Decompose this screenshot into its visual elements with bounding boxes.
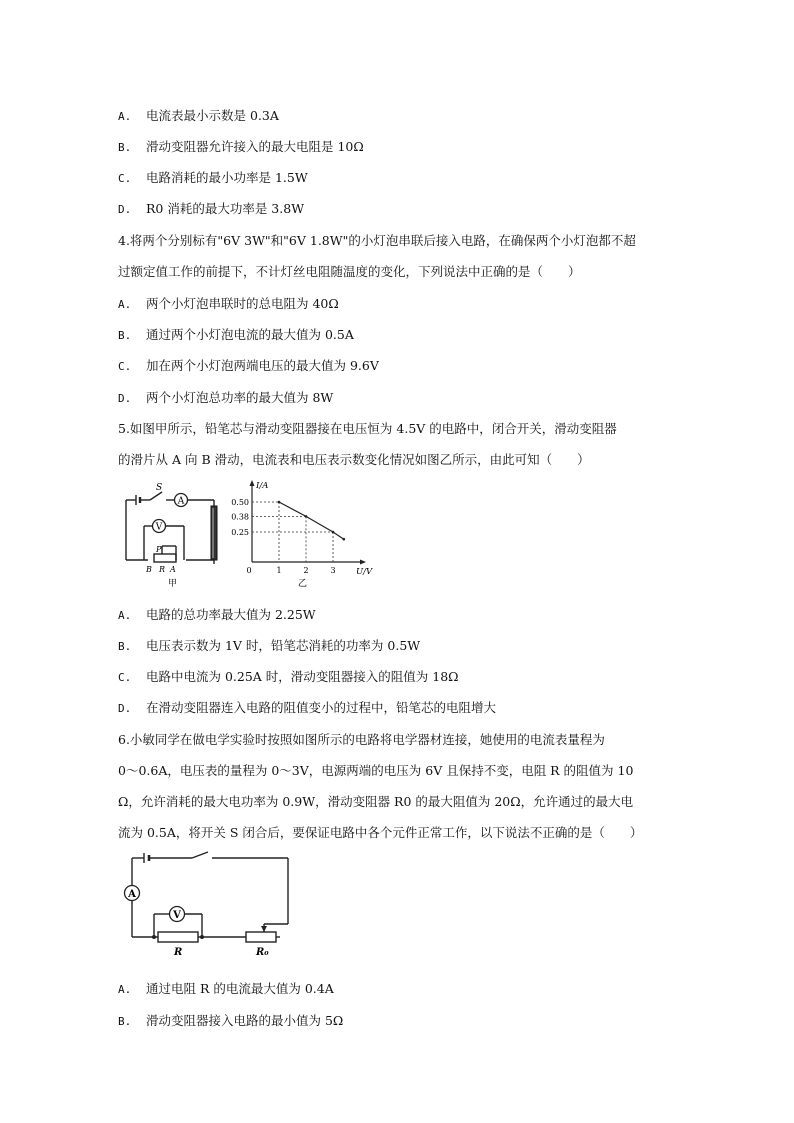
option-letter: B. (118, 640, 132, 653)
slider-label: P (156, 545, 162, 554)
option-letter: D. (118, 203, 132, 216)
figure-caption-jia: 甲 (168, 579, 178, 589)
option-text: 加在两个小灯泡两端电压的最大值为 9.6V (146, 358, 379, 373)
q6-option-b (118, 1011, 343, 1029)
q5-option-d (118, 698, 496, 716)
x-tick-label: 3 (330, 566, 336, 575)
rheostat-r0-label: R₀ (256, 947, 269, 958)
option-text: 滑动变阻器接入电路的最小值为 5Ω (146, 1013, 344, 1028)
q4-stem-line2: 过额定值工作的前提下，不计灯丝电阻随温度的变化，下列说法中正确的是（ ） (118, 264, 581, 279)
data-point (278, 501, 281, 504)
terminal-a-label: A (170, 565, 176, 574)
data-point (305, 515, 308, 518)
option-text: 两个小灯泡串联时的总电阻为 40Ω (146, 296, 339, 311)
y-axis-arrow-icon (250, 480, 255, 486)
option-text: 在滑动变阻器连入电路的阻值变小的过程中，铅笔芯的电阻增大 (146, 700, 497, 715)
option-letter: C. (118, 172, 132, 185)
ammeter-label: A (128, 889, 136, 900)
q4-option-c (118, 356, 379, 374)
option-letter: D. (118, 702, 132, 715)
option-letter: B. (118, 141, 132, 154)
q4-option-b (118, 325, 354, 343)
option-letter: A. (118, 110, 132, 123)
q5-option-a (118, 605, 316, 623)
x-axis-label: U/V (356, 567, 373, 577)
option-text: 两个小灯泡总功率的最大值为 8W (146, 390, 334, 405)
q5-stem-line1: 5.如图甲所示，铅笔芯与滑动变阻器接在电压恒为 4.5V 的电路中，闭合开关，滑动变阻器 (118, 421, 617, 436)
q6-stem-line1: 6.小敏同学在做电学实验时按照如图所示的电路将电学器材连接，她使用的电流表量程为 (118, 732, 605, 747)
x-tick-label: 1 (276, 566, 282, 575)
q6-option-a (118, 979, 334, 997)
x-tick-label: 2 (303, 566, 309, 575)
option-letter: B. (118, 329, 132, 342)
slider-arrow-icon (261, 926, 267, 932)
q3-option-c (118, 168, 308, 186)
option-text: 滑动变阻器允许接入的最大电阻是 10Ω (146, 139, 364, 154)
ammeter-label: A (177, 496, 185, 507)
q5-option-b (118, 636, 420, 654)
option-letter: A. (118, 983, 132, 996)
option-text: 通过两个小灯泡电流的最大值为 0.5A (146, 327, 354, 342)
option-letter: C. (118, 360, 132, 373)
option-letter: A. (118, 609, 132, 622)
q5-circuit-figure (118, 480, 230, 590)
q4-stem-line1: 4.将两个分别标有"6V 3W"和"6V 1.8W"的小灯泡串联后接入电路，在确保两个小灯泡都不超 (118, 233, 636, 248)
iu-series-line (279, 502, 344, 539)
option-text: 电流表最小示数是 0.3A (146, 108, 279, 123)
q5-iu-chart (228, 478, 378, 590)
voltmeter-label: V (155, 522, 163, 533)
rheostat-r-label: R (159, 565, 166, 574)
option-text: 电压表示数为 1V 时，铅笔芯消耗的功率为 0.5W (146, 638, 421, 653)
data-point (343, 538, 346, 541)
x-tick-label: 0 (246, 566, 252, 575)
resistor-r-label: R (174, 947, 183, 958)
q6-stem-line3: Ω，允许消耗的最大电功率为 0.9W，滑动变阻器 R0 的最大阻值为 20Ω，允许通过的最大电 (118, 794, 634, 809)
pencil-lead-icon (211, 506, 217, 560)
terminal-b-label: B (146, 565, 152, 574)
q3-option-d (118, 199, 304, 217)
q3-option-b (118, 137, 364, 155)
option-letter: A. (118, 298, 132, 311)
q6-stem-line4: 流为 0.5A，将开关 S 闭合后，要保证电路中各个元件正常工作，以下说法不正确的是（ ） (118, 825, 643, 840)
option-text: 通过电阻 R 的电流最大值为 0.4A (146, 981, 334, 996)
q6-circuit-figure (118, 848, 296, 960)
q4-option-d (118, 388, 333, 406)
option-text: 电路中电流为 0.25A 时，滑动变阻器接入的阻值为 18Ω (146, 669, 459, 684)
q6-stem-line2: 0～0.6A，电压表的量程为 0～3V，电源两端的电压为 6V 且保持不变，电阻 R 的阻值为 10 (118, 763, 634, 778)
q5-option-c (118, 667, 459, 685)
option-text: R0 消耗的最大功率是 3.8W (146, 201, 305, 216)
data-point (332, 531, 335, 534)
voltmeter-label: V (173, 910, 181, 921)
q5-stem-line2: 的滑片从 A 向 B 滑动，电流表和电压表示数变化情况如图乙所示，由此可知（ ） (118, 452, 590, 467)
y-axis-label: I/A (256, 481, 269, 491)
option-letter: C. (118, 671, 132, 684)
option-letter: D. (118, 392, 132, 405)
option-text: 电路消耗的最小功率是 1.5W (146, 170, 308, 185)
y-tick-label: 0.50 (231, 498, 249, 507)
y-tick-label: 0.25 (231, 528, 249, 537)
figure-caption-yi: 乙 (298, 579, 308, 589)
q4-option-a (118, 294, 339, 312)
option-letter: B. (118, 1015, 132, 1028)
y-tick-label: 0.38 (231, 512, 249, 522)
switch-label: S (156, 483, 163, 493)
option-text: 电路的总功率最大值为 2.25W (146, 607, 316, 622)
q3-option-a (118, 106, 279, 124)
x-axis-arrow-icon (360, 560, 366, 565)
